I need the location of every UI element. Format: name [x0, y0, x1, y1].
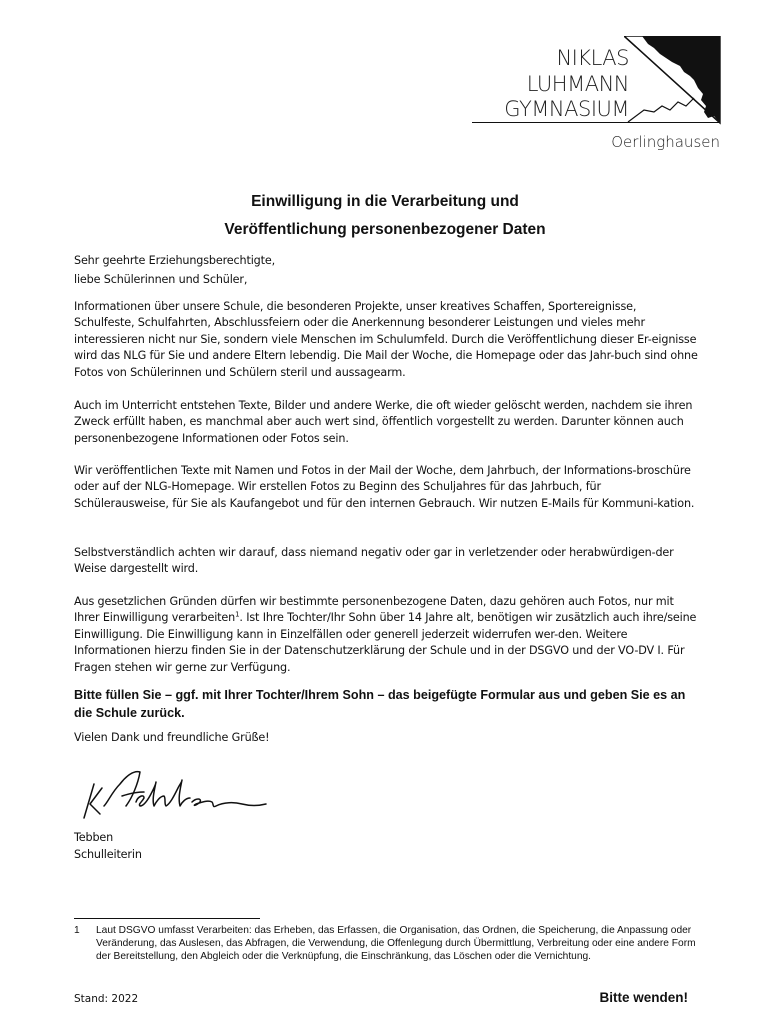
signer-role: Schulleiterin	[74, 848, 142, 861]
document-title-line1: Einwilligung in die Verarbeitung und	[251, 193, 519, 210]
paragraph-5	[74, 594, 698, 676]
logo-line-gymnasium: GYMNASIUM	[504, 97, 629, 121]
paragraph-4: Selbstverständlich achten wir darauf, dass niemand negativ oder gar in verletzender oder herabwürdigen-der Weise dargestellt wird.	[74, 546, 674, 576]
signer-name: Tebben	[74, 831, 114, 844]
document-title-line2: Veröffentlichung personenbezogener Daten	[224, 221, 546, 238]
logo-line-niklas: NIKLAS	[556, 46, 629, 70]
greeting-line1: Sehr geehrte Erziehungsberechtigte,	[74, 254, 275, 267]
paragraph-5-part-b: . Ist Ihre Tochter/Ihr Sohn über 14 Jahre alt, benötigen wir zusätzlich auch ihre/seine Einwilligung. Die Einwilligung kann in Einzelfällen oder generell jederzeit widerrufen wer-den. Weitere Informationen hierzu finden Sie in der Datenschutzerklärung der Schule und in der DSGVO und der VO-DV I. Für Fragen stehen wir gerne zur Verfügung.	[74, 611, 697, 674]
paragraph-3: Wir veröffentlichen Texte mit Namen und Fotos in der Mail der Woche, dem Jahrbuch, der Informations-broschüre oder auf der NLG-Homepage. Wir erstellen Fotos zu Beginn des Schuljahres für das Jahrbuch, für Schülerausweise, für Sie als Kaufangebot und für den internen Gebrauch. Wir nutzen E-Mails für Kommuni-kation.	[74, 464, 695, 510]
footnote-divider	[74, 918, 260, 919]
footnote-text: Laut DSGVO umfasst Verarbeiten: das Erheben, das Erfassen, die Organisation, das Ordnen, die Speicherung, die Anpassung oder Veränderung, das Auslesen, das Abfragen, die Verwendung, die Offenlegung durch Übermittlung, Verbreitung oder eine andere Form der Bereitstellung, den Abgleich oder die Verknüpfung, die Einschränkung, das Löschen oder die Vernichtung.	[96, 925, 696, 962]
logo-line-luhmann: LUHMANN	[526, 72, 629, 96]
handwritten-signature	[78, 762, 268, 824]
footnote-reference: 1	[235, 610, 240, 619]
school-logo-icon	[624, 36, 722, 126]
closing-greeting: Vielen Dank und freundliche Grüße!	[74, 731, 270, 744]
paragraph-5-part-a: Aus gesetzlichen Gründen dürfen wir bestimmte personenbezogene Daten, dazu gehören auch Fotos, nur mit Ihrer Einwilligung verarbeiten	[74, 595, 674, 625]
footer-please-turn: Bitte wenden!	[599, 990, 688, 1005]
return-instruction: Bitte füllen Sie – ggf. mit Ihrer Tochter/Ihrem Sohn – das beigefügte Formular aus und geben Sie es an die Schule zurück.	[74, 688, 686, 720]
footer-stand: Stand: 2022	[74, 993, 139, 1005]
paragraph-2: Auch im Unterricht entstehen Texte, Bilder und andere Werke, die oft wieder gelöscht werden, nachdem sie ihren Zweck erfüllt haben, es manchmal aber auch wert sind, öffentlich vorgestellt zu werden. Darunter können auch personenbezogene Informationen oder Fotos sein.	[74, 399, 693, 445]
logo-city: Oerlinghausen	[611, 133, 720, 151]
greeting-line2: liebe Schülerinnen und Schüler,	[74, 273, 248, 286]
footnote-number: 1	[74, 925, 80, 936]
paragraph-1: Informationen über unsere Schule, die besonderen Projekte, unser kreatives Schaffen, Sportereignisse, Schulfeste, Schulfahrten, Abschlussfeiern oder die Anerkennung besonderer Leistungen und vieles mehr interessieren nicht nur Sie, sondern viele Menschen im Schulumfeld. Durch die Veröffentlichung dieser Er-eignisse wird das NLG für Sie und andere Eltern lebendig. Die Mail der Woche, die Homepage oder das Jahr-buch sind ohne Fotos von Schülerinnen und Schülern steril und aussagearm.	[74, 300, 698, 379]
